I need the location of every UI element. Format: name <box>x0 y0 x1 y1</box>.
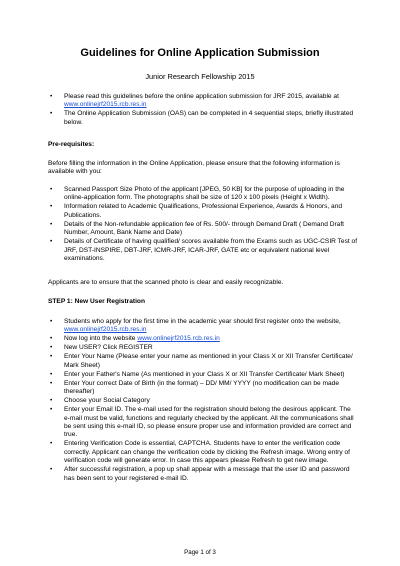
list-item <box>48 110 358 127</box>
page-title: Guidelines for Online Application Submission <box>80 47 320 59</box>
list-item <box>48 397 358 405</box>
step1-item-text: Enter your Email ID. The e-mail used for the registration should belong the desirous applicant. The e-mail must be valid, functions and regularly checked by the applicant. All the communications shall be sent using this e-mail ID, so please ensure proper use and information provided are correct and true. <box>64 406 354 439</box>
website-link[interactable]: www.onlinejrf2015.rcb.res.in <box>64 101 147 109</box>
list-item <box>48 186 358 203</box>
list-item <box>48 371 358 379</box>
bullet-icon: • <box>50 353 53 361</box>
bullet-icon: • <box>50 379 53 387</box>
list-item <box>48 203 358 220</box>
list-item <box>48 466 358 483</box>
bullet-icon: • <box>50 203 53 211</box>
page-footer: Page 1 of 3 <box>184 549 216 556</box>
bullet-icon: • <box>50 335 53 343</box>
step1-item-text: New USER? Click REGISTER <box>64 344 153 352</box>
bullet-icon: • <box>50 110 53 118</box>
bullet-icon: • <box>50 440 53 448</box>
prereq-heading: Pre-requisites: <box>48 141 95 148</box>
prereq-intro: Before filling the information in the Online Application, please ensure that the following information is available with you: <box>48 160 340 176</box>
website-link[interactable]: www.onlinejrf2015.rcb.res.in <box>137 335 220 343</box>
step1-item-text: Enter your Father's Name (As mentioned in your Class X or XII Transfer Certificate/ Mark Sheet) <box>64 370 345 378</box>
list-item <box>48 353 358 370</box>
step1-item-text: Now log into the website <box>64 335 138 343</box>
list-item <box>48 344 358 352</box>
list-item <box>48 335 358 343</box>
prereq-list <box>48 186 358 263</box>
page-subtitle: Junior Research Fellowship 2015 <box>145 72 255 81</box>
list-item <box>48 221 358 238</box>
bullet-icon: • <box>50 397 53 405</box>
list-item <box>48 380 358 397</box>
intro-item-text: The Online Application Submission (OAS) can be completed in 4 sequential steps, briefly illustrated below. <box>64 110 354 126</box>
list-item <box>48 406 358 440</box>
photo-note: Applicants are to ensure that the scanned photo is clear and easily recognizable. <box>48 279 284 286</box>
step1-section <box>48 318 358 484</box>
bullet-icon: • <box>50 318 53 325</box>
prereq-item-text: Information related to Academic Qualifications, Professional Experience, Awards & Honors, and Publications. <box>64 203 343 219</box>
list-item <box>48 440 358 465</box>
list-item <box>48 238 358 263</box>
prereq-section <box>48 186 358 264</box>
prereq-item-text: Scanned Passport Size Photo of the applicant [JPEG, 50 KB] for the purpose of uploading in the online-application form. The photographs shall be size of 120 x 100 pixels (Height x Width). <box>64 186 345 202</box>
step1-item-text: Enter Your Name (Please enter your name as mentioned in your Class X or XII Transfer Certificate/ Mark Sheet) <box>64 353 353 369</box>
step1-item-text: Entering Verification Code is essential, CAPTCHA. Students have to enter the verification code correctly. Applicant can change the verification code by clicking the Refresh image. Wrong entry of verification code will generate error. In case this appears please Refresh to get new image. <box>64 440 350 465</box>
bullet-icon: • <box>50 93 53 100</box>
bullet-icon: • <box>50 466 53 474</box>
bullet-icon: • <box>50 238 53 246</box>
intro-list <box>48 93 358 127</box>
step1-list <box>48 318 358 483</box>
prereq-item-text: Details of the Non-refundable application fee of Rs. 500/- through Demand Draft ( Demand Draft Number, Amount, Bank Name and Date) <box>64 220 345 237</box>
bullet-icon: • <box>50 370 53 378</box>
step1-item-text: After successful registration, a pop up shall appear with a message that the user ID and password has been sent to your registered e-mail ID. <box>64 466 350 482</box>
bullet-icon: • <box>50 186 53 193</box>
step1-item-text: Choose your Social Category <box>64 397 150 405</box>
prereq-item-text: Details of Certificate of having qualified/ scores available from the Exams such as UGC-CSIR Test of JRF, DST-INSPIRE, DBT-JRF, ICMR-JRF, ICAR-JRF, GATE etc or equivalent national level examinations. <box>64 238 358 263</box>
bullet-icon: • <box>50 344 53 352</box>
bullet-icon: • <box>50 220 53 228</box>
bullet-icon: • <box>50 406 53 414</box>
intro-section <box>48 93 358 128</box>
step1-item-text: Students who apply for the first time in the academic year should first register onto the website, <box>64 318 341 325</box>
step1-heading: STEP 1: New User Registration <box>48 298 145 305</box>
intro-item-text: Please read this guidelines before the online application submission for JRF 2015, available at <box>64 93 339 100</box>
step1-item-text: Enter Your correct Date of Birth (in the format) – DD/ MM/ YYYY (no modification can be made thereafter) <box>64 379 339 396</box>
website-link[interactable]: www.onlinejrf2015.rcb.res.in <box>64 326 147 334</box>
list-item <box>48 93 358 110</box>
list-item <box>48 318 358 335</box>
